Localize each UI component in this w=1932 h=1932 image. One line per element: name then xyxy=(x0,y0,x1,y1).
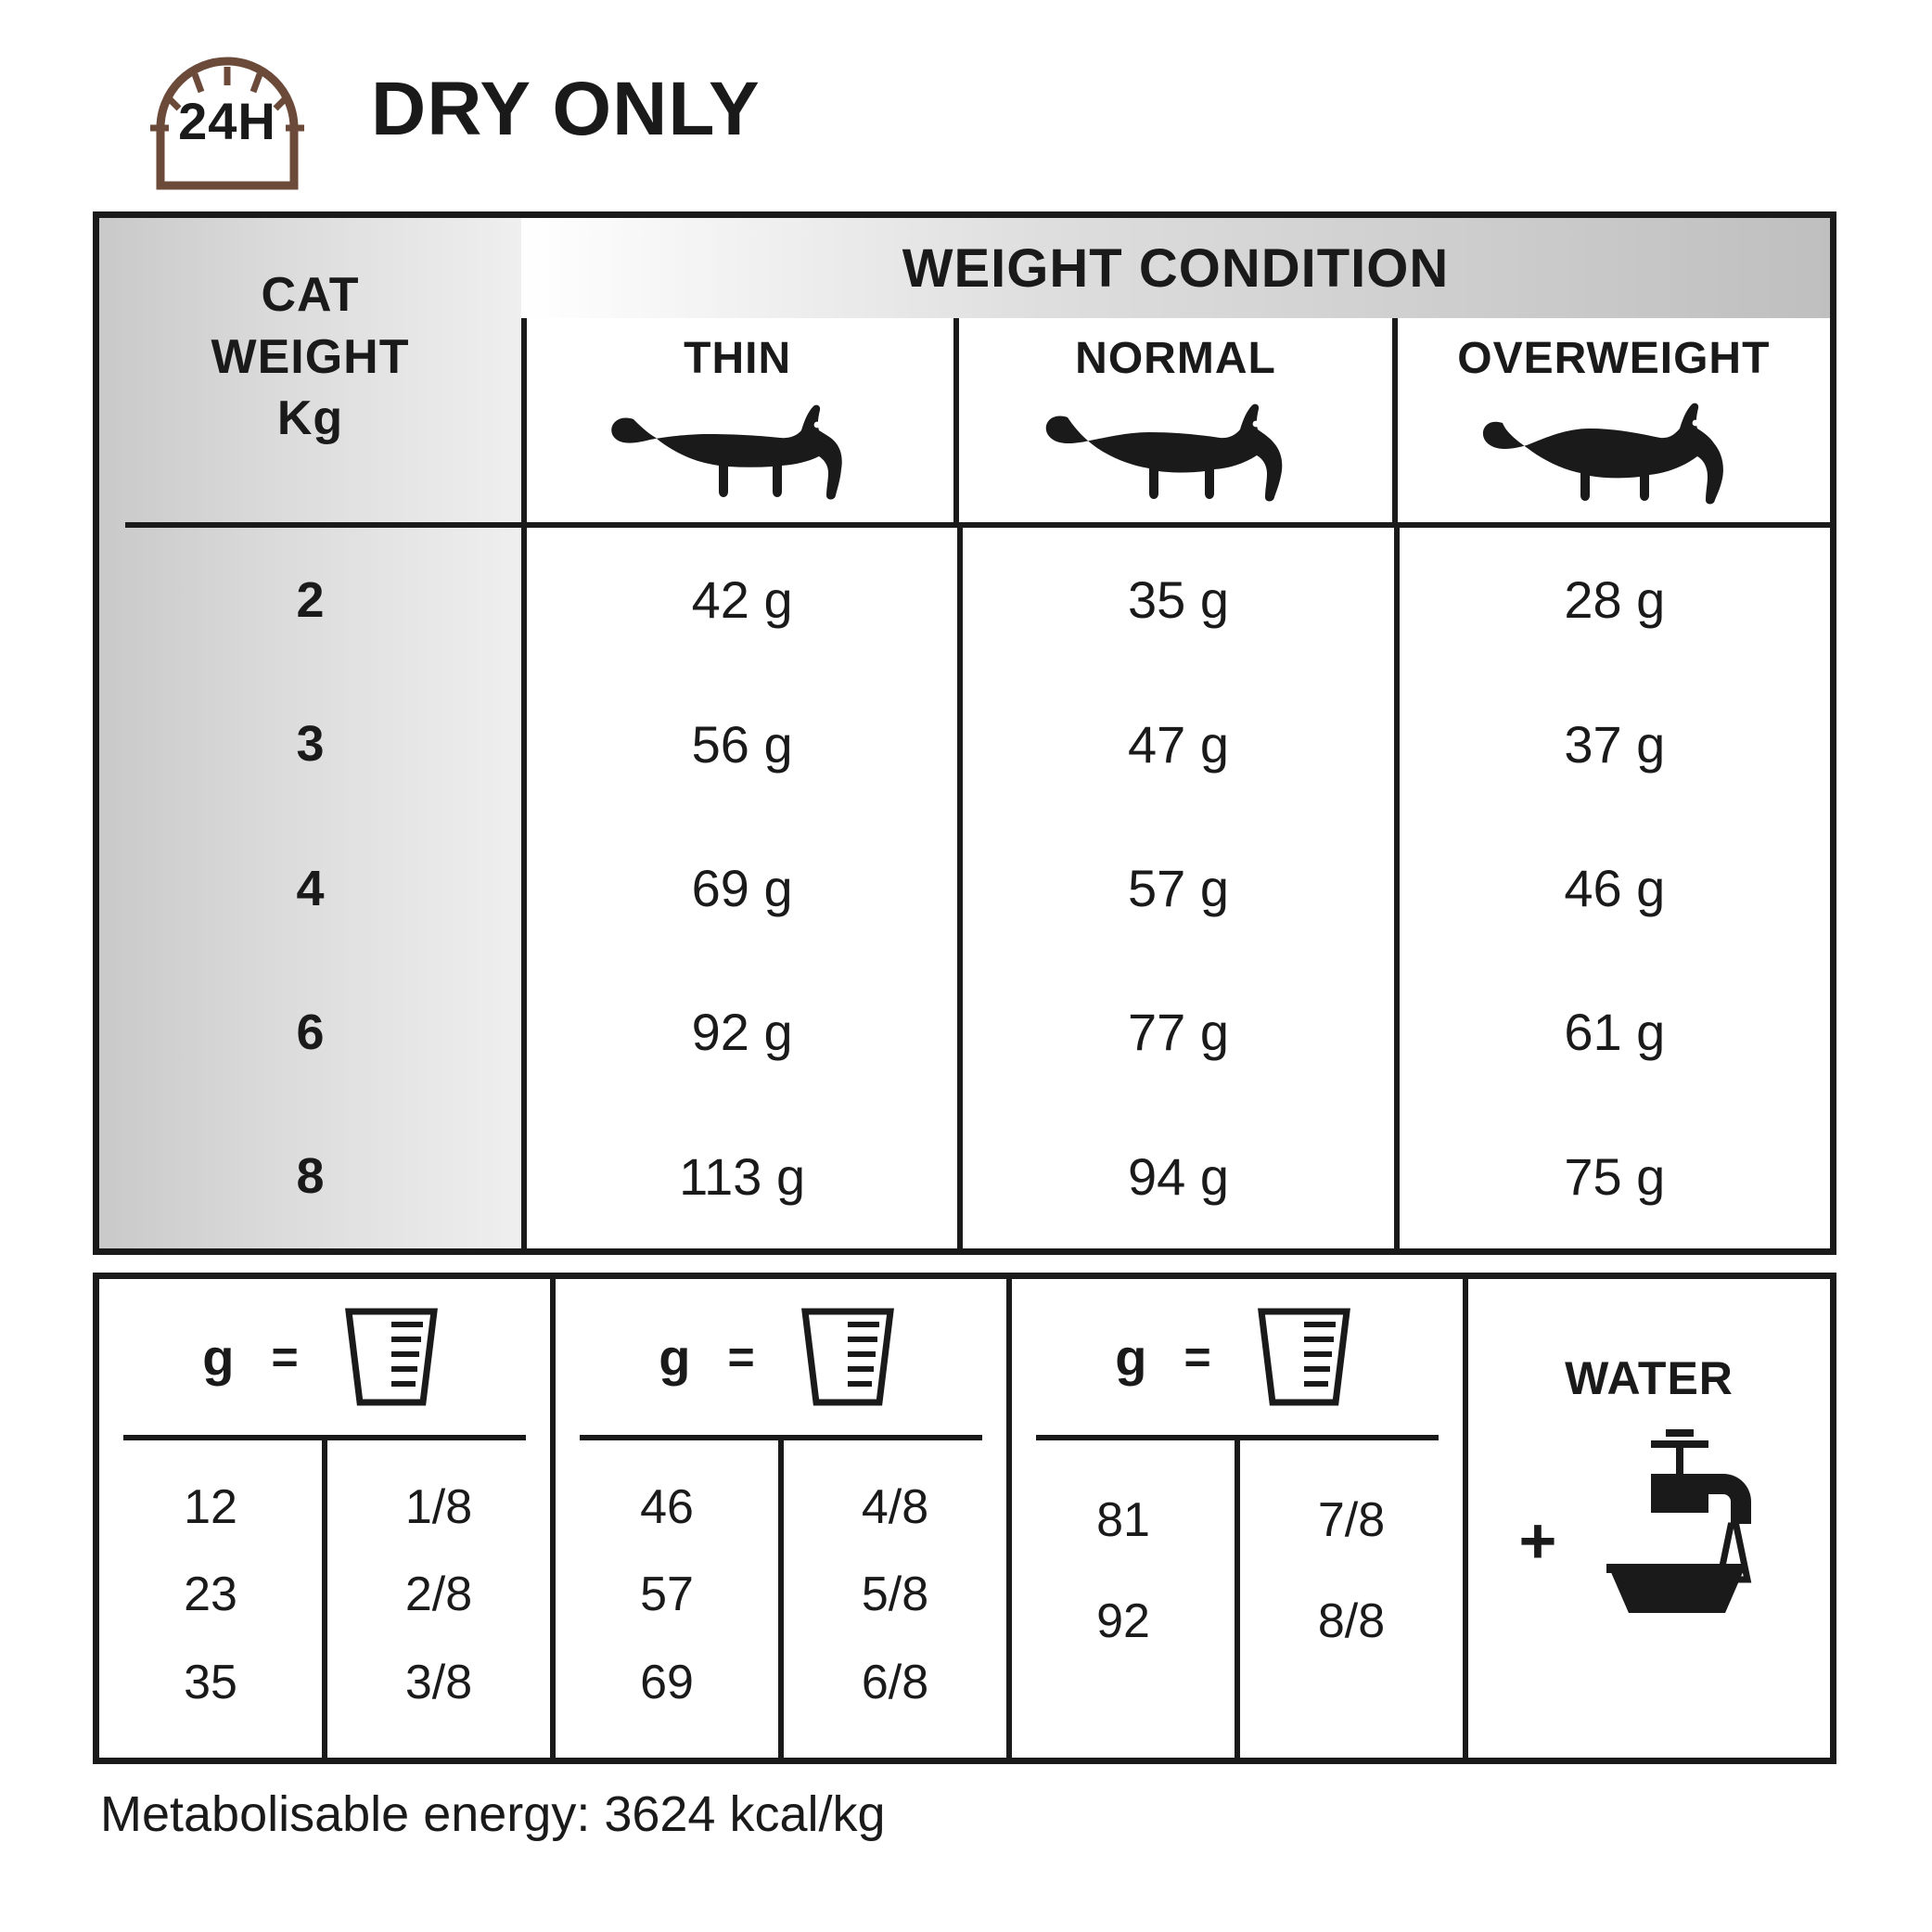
cat-weight-header-line-2: WEIGHT xyxy=(211,329,410,384)
water-tap-bowl-icon xyxy=(1566,1422,1779,1621)
cup-group-3-cups xyxy=(1235,1440,1463,1758)
cell-overweight: 75 g xyxy=(1394,1105,1830,1248)
row-weight: 2 xyxy=(296,571,325,628)
plus-sign: + xyxy=(1518,1503,1557,1577)
column-header-thin-label: THIN xyxy=(684,334,792,383)
cell-normal: 94 g xyxy=(957,1105,1393,1248)
column-header-overweight-label: OVERWEIGHT xyxy=(1457,334,1771,383)
cat-weight-header-line-1: CAT xyxy=(261,268,360,322)
grams-value: 12 xyxy=(184,1479,237,1534)
equals-sign: = xyxy=(727,1331,755,1383)
column-header-normal xyxy=(953,318,1391,522)
metabolisable-energy-note: Metabolisable energy: 3624 kcal/kg xyxy=(100,1786,886,1842)
feeding-table xyxy=(93,211,1836,1255)
feeding-table-body xyxy=(99,528,1830,1248)
cup-value: 2/8 xyxy=(404,1567,473,1622)
table-row xyxy=(99,816,1830,960)
cell-normal: 47 g xyxy=(957,672,1393,815)
cup-group-2-header xyxy=(556,1279,1006,1435)
row-weight: 6 xyxy=(296,1004,325,1060)
column-header-overweight xyxy=(1392,318,1830,522)
cup-group-1-header xyxy=(99,1279,550,1435)
row-weight: 3 xyxy=(296,716,325,773)
cell-overweight: 61 g xyxy=(1394,960,1830,1104)
cell-thin: 113 g xyxy=(521,1105,957,1248)
cell-thin: 92 g xyxy=(521,960,957,1104)
table-row xyxy=(99,960,1830,1104)
cell-overweight: 46 g xyxy=(1394,816,1830,960)
cup-group-1-grams xyxy=(99,1440,322,1758)
measuring-cup-icon xyxy=(1248,1302,1360,1412)
cell-overweight: 28 g xyxy=(1394,528,1830,672)
cat-normal-icon xyxy=(1036,391,1314,507)
cat-overweight-icon xyxy=(1475,391,1753,507)
grams-unit-label: g xyxy=(659,1327,691,1387)
cat-weight-header xyxy=(99,264,521,450)
condition-header-row xyxy=(521,318,1830,522)
grams-value: 35 xyxy=(184,1656,237,1710)
cup-group-1-cups xyxy=(322,1440,550,1758)
column-header-normal-label: NORMAL xyxy=(1075,334,1276,383)
cell-thin: 56 g xyxy=(521,672,957,815)
cup-group-2-cups xyxy=(778,1440,1006,1758)
cup-group-1 xyxy=(99,1279,550,1758)
water-label: WATER xyxy=(1565,1352,1734,1404)
cup-value: 5/8 xyxy=(861,1567,929,1622)
cup-conversion-table xyxy=(93,1273,1836,1764)
cup-group-2 xyxy=(550,1279,1006,1758)
table-row xyxy=(99,528,1830,672)
grams-unit-label: g xyxy=(1115,1327,1147,1387)
cup-value: 8/8 xyxy=(1317,1594,1386,1648)
measuring-cup-icon xyxy=(792,1302,903,1412)
duration-badge xyxy=(93,37,325,195)
cup-group-2-grams xyxy=(556,1440,778,1758)
grams-value: 23 xyxy=(184,1567,237,1622)
cell-normal: 35 g xyxy=(957,528,1393,672)
equals-sign: = xyxy=(271,1331,299,1383)
grams-value: 46 xyxy=(640,1479,694,1534)
cat-weight-header-line-3: Kg xyxy=(276,391,344,446)
grams-value: 69 xyxy=(640,1656,694,1710)
weight-condition-label: WEIGHT CONDITION xyxy=(902,237,1450,299)
header xyxy=(93,37,1836,195)
cup-group-3-grams xyxy=(1012,1440,1235,1758)
cup-value: 6/8 xyxy=(861,1656,929,1710)
equals-sign: = xyxy=(1184,1331,1211,1383)
cup-value: 4/8 xyxy=(861,1479,929,1534)
grams-value: 92 xyxy=(1096,1594,1150,1648)
row-weight: 4 xyxy=(296,860,325,916)
weight-condition-band xyxy=(521,218,1830,318)
grams-value: 81 xyxy=(1096,1492,1150,1547)
table-row xyxy=(99,1105,1830,1248)
page-title: DRY ONLY xyxy=(371,67,761,151)
cup-value: 1/8 xyxy=(404,1479,473,1534)
cell-thin: 42 g xyxy=(521,528,957,672)
water-cell xyxy=(1463,1279,1830,1758)
cup-value: 7/8 xyxy=(1317,1492,1386,1547)
row-weight: 8 xyxy=(296,1148,325,1205)
grams-value: 57 xyxy=(640,1567,694,1622)
cat-thin-icon xyxy=(598,391,876,507)
cell-normal: 77 g xyxy=(957,960,1393,1104)
duration-badge-label: 24H xyxy=(178,91,276,150)
column-header-thin xyxy=(521,318,953,522)
cell-overweight: 37 g xyxy=(1394,672,1830,815)
measuring-cup-icon xyxy=(336,1302,447,1412)
cup-group-3 xyxy=(1006,1279,1463,1758)
cell-normal: 57 g xyxy=(957,816,1393,960)
cup-group-3-header xyxy=(1012,1279,1463,1435)
cup-value: 3/8 xyxy=(404,1656,473,1710)
cell-thin: 69 g xyxy=(521,816,957,960)
table-row xyxy=(99,672,1830,815)
grams-unit-label: g xyxy=(202,1327,235,1387)
